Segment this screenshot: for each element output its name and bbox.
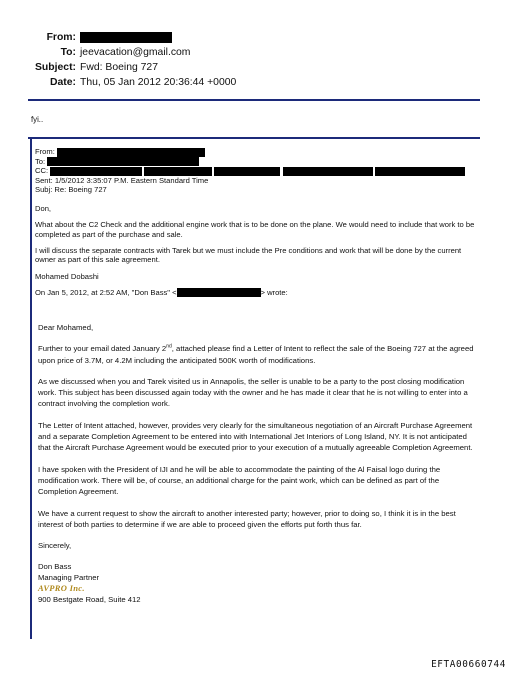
sent-line: Sent: 1/5/2012 3:35:07 P.M. Eastern Standard Time: [35, 175, 209, 185]
redacted-email: [177, 288, 261, 297]
inner-para-2: I will discuss the separate contracts with Tarek but we must include the Pre conditions and work that will be done by the current owner as part of this sale agreement.: [35, 245, 462, 265]
subject-value: Fwd: Boeing 727: [80, 62, 158, 73]
redacted-from: [57, 148, 205, 157]
letter-greeting: Dear Mohamed,: [38, 323, 94, 332]
from-label: From:: [46, 32, 76, 43]
fyi-text: fyi..: [31, 115, 44, 124]
inner-from-label: From:: [35, 147, 55, 156]
subject-label: Subject:: [35, 62, 76, 73]
forwarded-message: [35, 147, 475, 304]
redacted-cc-4: [283, 167, 373, 176]
email-header: [20, 30, 320, 90]
date-value: Thu, 05 Jan 2012 20:36:44 +0000: [80, 77, 237, 88]
letter-closing: Sincerely,: [38, 541, 72, 551]
wrote-prefix: On Jan 5, 2012, at 2:52 AM, "Don Bass" <: [35, 287, 177, 297]
redacted-cc-5: [375, 167, 465, 176]
inner-signature: Mohamed Dobashi: [35, 271, 99, 281]
subj-line: Subj: Re: Boeing 727: [35, 184, 107, 194]
letter-para-1: [38, 343, 478, 366]
redacted-cc-1: [50, 167, 142, 176]
ordinal-suffix: nd: [166, 343, 172, 350]
avpro-logo: AVPRO Inc.: [38, 583, 85, 594]
inner-cc-label: CC:: [35, 166, 49, 175]
redacted-sender: [80, 32, 172, 43]
quote-top-rule: [28, 137, 480, 139]
letter-para-5: We have a current request to show the aircraft to another interested party; however, prior to doing so, I think it is in the best interest of both parties to determine if we are able to proceed given the efforts put forth thus far.: [38, 508, 456, 529]
to-label: To:: [60, 47, 76, 58]
redacted-cc-3: [214, 167, 280, 176]
wrote-line: [35, 288, 475, 298]
inner-para-1: What about the C2 Check and the additional engine work that is to be done on the plane. We would need to include that work to be completed as part of the purchase and sale.: [35, 220, 475, 239]
redacted-cc-2: [144, 167, 212, 176]
signer-name: Don Bass: [38, 562, 72, 572]
letter-para-3: The Letter of Intent attached, however, provides very clearly for the simultaneous negotiation of an Aircraft Purchase Agreement and a separate Completion Agreement to be entered into with International Jet Interiors of Long Island, NY. It is not anticipated that the Aircraft Purchase Agreement would be executed prior to your execution of a mutually agreeable Completion Agreement.: [38, 420, 473, 453]
quote-bar: [30, 137, 32, 639]
signature-block: [38, 561, 478, 605]
wrote-suffix: > wrote:: [260, 287, 288, 297]
document-id: EFTA00660744: [431, 659, 506, 670]
to-value: jeevacation@gmail.com: [80, 47, 191, 58]
letter-para-2: As we discussed when you and Tarek visited us in Annapolis, the seller is unable to be a party to the post closing modification work. This subject has been discussed again today with the owner and he has made it clear that he is not willing to enter into a contract involving the completion work.: [38, 376, 468, 409]
date-label: Date:: [50, 77, 76, 88]
letter-para-1-b: , attached please find a Letter of Intent to reflect the sale of the Boeing 727 at the agreed upon price of 3.7M, or 4.2M including the anticipated 500K worth of modifications.: [38, 344, 474, 365]
letter-body: [38, 322, 478, 605]
header-divider: [28, 99, 480, 101]
letter-para-1-a: Further to your email dated January 2: [38, 344, 167, 354]
inner-to-label: To:: [35, 156, 46, 166]
signer-title: Managing Partner: [38, 573, 100, 583]
signer-address: 900 Bestgate Road, Suite 412: [38, 595, 141, 605]
redacted-to: [47, 157, 199, 166]
inner-greeting: Don,: [35, 204, 52, 214]
letter-para-4: I have spoken with the President of IJI and he will be able to accommodate the painting of the Al Faisal logo during the modification work. There will be, of course, an additional charge for the paint work, which can be defined as part of the Completion Agreement.: [38, 464, 441, 497]
